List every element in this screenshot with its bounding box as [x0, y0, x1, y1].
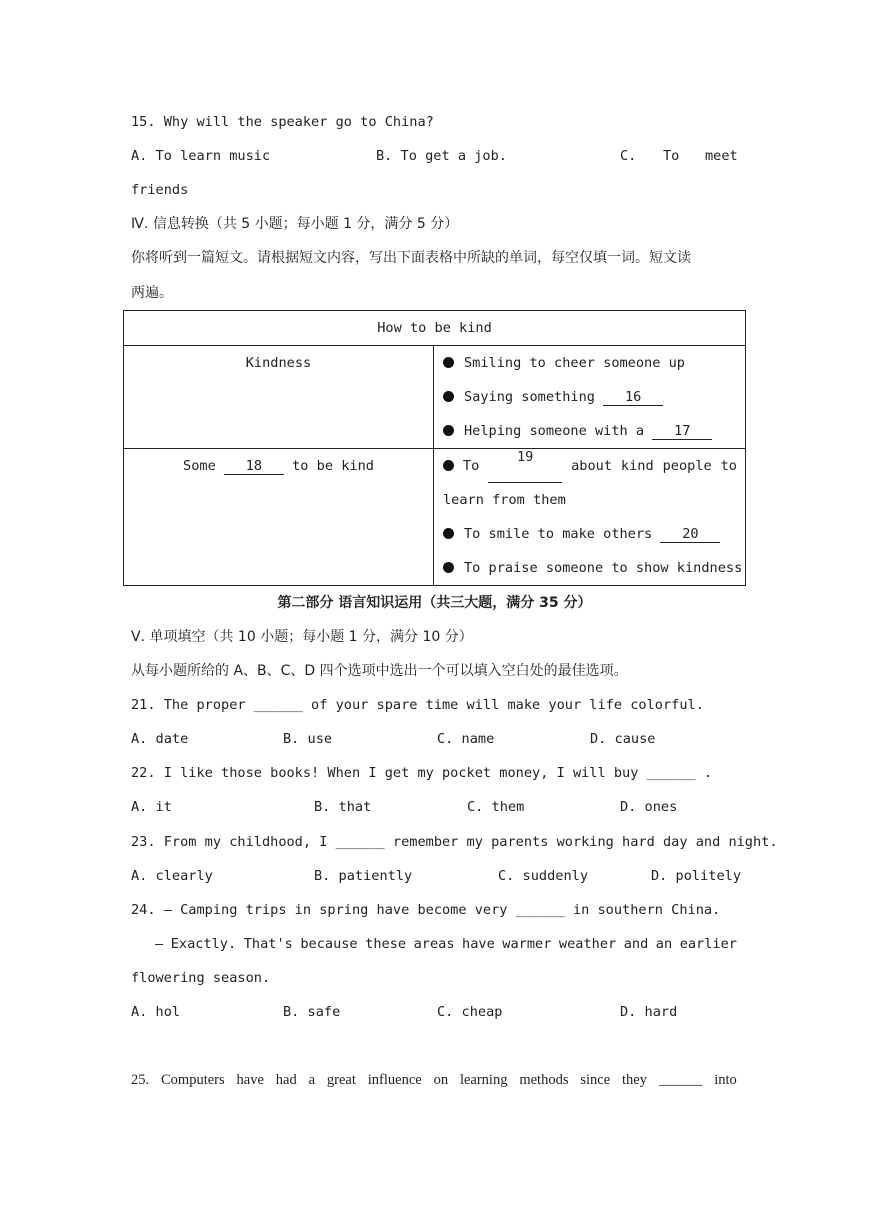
label-text: Some	[183, 458, 224, 474]
reply-word: warmer	[502, 936, 552, 952]
label-text: to be kind	[283, 458, 374, 474]
q21-option-b: B. use	[283, 731, 333, 747]
table-item	[434, 414, 745, 448]
q22-option-c: C. them	[467, 799, 525, 815]
q24-reply	[155, 934, 737, 954]
q22-option-a: A. it	[131, 799, 172, 815]
bullet-icon	[443, 528, 454, 539]
kindness-table	[123, 310, 746, 586]
q25-word: have	[236, 1072, 264, 1088]
q15-option-c-word: To	[663, 148, 680, 164]
section-4-heading: Ⅳ. 信息转换（共 5 小题；每小题 1 分，满分 5 分）	[131, 216, 459, 232]
q25-word: a	[308, 1072, 316, 1088]
table-item	[434, 346, 745, 380]
reply-word: an	[655, 936, 673, 952]
question-22: 22. I like those books! When I get my pocket money, I will buy ______ .	[131, 765, 713, 781]
item-text: Helping someone with a	[464, 423, 653, 439]
item-word: about	[571, 458, 613, 474]
q23-option-a: A. clearly	[131, 868, 213, 884]
item-text: To praise someone to show kindness	[464, 560, 743, 576]
q23-option-c: C. suddenly	[498, 868, 589, 884]
q25-word: had	[275, 1072, 297, 1088]
q21-option-d: D. cause	[590, 731, 656, 747]
table-title: How to be kind	[124, 311, 746, 346]
q25-word: on	[433, 1072, 449, 1088]
reply-word: earlier	[679, 936, 737, 952]
item-text: Saying something	[464, 389, 604, 405]
question-25	[131, 1070, 737, 1090]
q25-word: 25.	[131, 1072, 150, 1088]
item-word: to	[720, 458, 737, 474]
q25-word: Computers	[161, 1072, 225, 1088]
part-2-heading: 第二部分 语言知识运用（共三大题，满分 35 分）	[277, 595, 592, 611]
q23-option-d: D. politely	[651, 868, 742, 884]
reply-word: and	[623, 936, 649, 952]
reply-word: —	[155, 936, 164, 952]
question-15: 15. Why will the speaker go to China?	[131, 114, 434, 130]
section-4-instructions: 你将听到一篇短文。请根据短文内容，写出下面表格中所缺的单词，每空仅填一词。短文读	[131, 250, 691, 266]
reply-word: have	[462, 936, 495, 952]
q25-word: they	[622, 1072, 647, 1088]
q25-word: methods	[519, 1072, 569, 1088]
table-row1-label: Kindness	[124, 346, 434, 449]
q15-option-b: B. To get a job.	[376, 148, 507, 164]
bullet-icon	[443, 391, 454, 402]
reply-word: Exactly.	[170, 936, 237, 952]
bullet-icon	[443, 562, 454, 573]
q24-reply-wrap: flowering season.	[131, 970, 271, 986]
item-word: kind	[620, 458, 654, 474]
q15-option-c-wrap: friends	[131, 182, 189, 198]
item-text: To smile to make others	[464, 526, 661, 542]
item-text: Smiling to cheer someone up	[464, 355, 685, 371]
q25-word: into	[714, 1072, 737, 1088]
question-21: 21. The proper ______ of your spare time will make your life colorful.	[131, 697, 704, 713]
blank-20: 20	[660, 526, 720, 543]
item-word: To	[462, 458, 480, 474]
bullet-word	[443, 449, 454, 483]
q21-option-c: C. name	[437, 731, 495, 747]
question-24: 24. — Camping trips in spring have become very ______ in southern China.	[131, 902, 721, 918]
item-text-wrap: learn from them	[443, 492, 566, 508]
reply-word: areas	[413, 936, 455, 952]
section-5-instructions: 从每小题所给的 A、B、C、D 四个选项中选出一个可以填入空白处的最佳选项。	[131, 663, 628, 679]
bullet-icon	[443, 460, 454, 471]
q24-option-a: A. hol	[131, 1004, 181, 1020]
q21-option-a: A. date	[131, 731, 189, 747]
table-item	[434, 380, 745, 414]
table-item	[434, 517, 745, 551]
reply-word: these	[365, 936, 407, 952]
blank-19: 19	[488, 449, 562, 483]
q23-option-b: B. patiently	[314, 868, 413, 884]
section-4-instructions-cont: 两遍。	[131, 285, 173, 301]
q22-option-b: B. that	[314, 799, 372, 815]
blank-17: 17	[652, 423, 712, 440]
table-item	[434, 551, 745, 585]
item-word: people	[662, 458, 712, 474]
table-item	[434, 449, 745, 483]
q24-option-b: B. safe	[283, 1004, 341, 1020]
q15-option-c-letter: C.	[620, 148, 637, 164]
table-row2-label	[124, 449, 434, 586]
bullet-icon	[443, 425, 454, 436]
q25-word: learning	[459, 1072, 508, 1088]
reply-word: That's	[243, 936, 293, 952]
question-23: 23. From my childhood, I ______ remember my parents working hard day and night.	[131, 834, 778, 850]
q15-option-c-word: meet	[705, 148, 738, 164]
blank-18: 18	[224, 458, 284, 475]
q24-option-c: C. cheap	[437, 1004, 503, 1020]
q25-word: ______	[658, 1072, 703, 1088]
section-5-heading: Ⅴ. 单项填空（共 10 小题；每小题 1 分，满分 10 分）	[131, 629, 473, 645]
q24-option-d: D. hard	[620, 1004, 678, 1020]
bullet-icon	[443, 357, 454, 368]
reply-word: weather	[558, 936, 617, 952]
reply-word: because	[300, 936, 358, 952]
q25-word: influence	[367, 1072, 422, 1088]
blank-16: 16	[603, 389, 663, 406]
q15-option-a: A. To learn music	[131, 148, 271, 164]
q25-word: great	[326, 1072, 356, 1088]
q25-word: since	[580, 1072, 611, 1088]
q22-option-d: D. ones	[620, 799, 678, 815]
